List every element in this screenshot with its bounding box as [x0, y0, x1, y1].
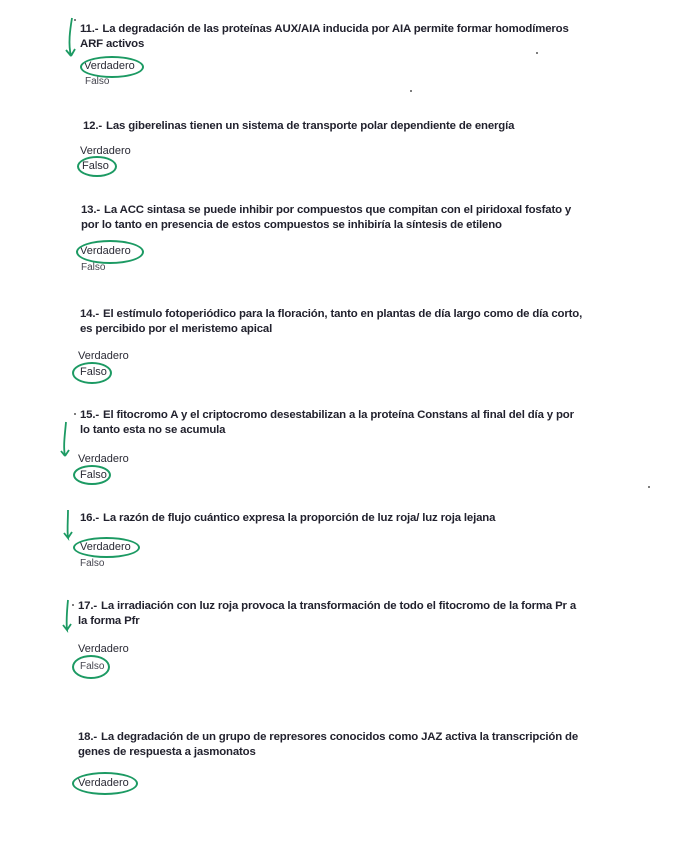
question-number: 15.- — [80, 409, 100, 421]
answer-circle — [72, 772, 138, 795]
option-false[interactable]: Falso — [80, 366, 107, 378]
question-statement: La degradación de un grupo de represores conocidos como JAZ activa la transcripción de genes de respuesta a jasmonatos — [78, 731, 579, 758]
answer-circle — [77, 156, 117, 177]
option-false[interactable]: Falso — [82, 160, 109, 172]
option-true[interactable]: Verdadero — [78, 777, 129, 789]
option-true[interactable]: Verdadero — [80, 245, 131, 257]
question-text — [80, 307, 585, 337]
option-false[interactable]: Falso — [80, 558, 105, 569]
question-statement: Las giberelinas tienen un sistema de transporte polar dependiente de energía — [106, 120, 515, 132]
question-number: 12.- — [83, 120, 103, 132]
question-statement: La razón de flujo cuántico expresa la proporción de luz roja/ luz roja lejana — [103, 512, 496, 524]
scan-speck — [410, 90, 412, 92]
question-text — [78, 599, 583, 629]
option-false[interactable]: Falso — [85, 76, 110, 87]
option-true[interactable]: Verdadero — [78, 350, 129, 362]
question-number: 18.- — [78, 731, 98, 743]
question-text — [81, 203, 586, 233]
question-statement: El estímulo fotoperiódico para la floración, tanto en plantas de día largo como de día corto, es percibido por el meristemo apical — [80, 308, 583, 335]
scan-speck — [72, 604, 74, 606]
scan-speck — [74, 413, 76, 415]
question-text — [80, 408, 585, 438]
option-false[interactable]: Falso — [81, 262, 106, 273]
option-true[interactable]: Verdadero — [84, 60, 135, 72]
option-true[interactable]: Verdadero — [78, 643, 129, 655]
question-number: 14.- — [80, 308, 100, 320]
question-statement: La irradiación con luz roja provoca la transformación de todo el fitocromo de la forma Pr a la forma Pfr — [78, 600, 577, 627]
question-text — [80, 22, 585, 52]
question-text — [83, 119, 588, 134]
answer-circle — [73, 465, 111, 485]
option-true[interactable]: Verdadero — [78, 453, 129, 465]
question-statement: La degradación de las proteínas AUX/AIA inducida por AIA permite formar homodímeros ARF activos — [80, 23, 569, 50]
answer-circle — [80, 56, 144, 78]
question-number: 17.- — [78, 600, 98, 612]
question-statement: La ACC sintasa se puede inhibir por compuestos que compitan con el piridoxal fosfato y por lo tanto en presencia de estos compuestos se inhibiría la síntesis de etileno — [81, 204, 572, 231]
answer-circle — [72, 362, 112, 384]
answer-circle — [72, 655, 110, 679]
answer-circle — [73, 537, 140, 558]
question-number: 11.- — [80, 23, 99, 35]
option-true[interactable]: Verdadero — [80, 145, 131, 157]
scan-speck — [648, 486, 650, 488]
question-statement: El fitocromo A y el criptocromo desestabilizan a la proteína Constans al final del día y por lo tanto esta no se acumula — [80, 409, 574, 436]
scan-speck — [536, 52, 538, 54]
question-number: 16.- — [80, 512, 100, 524]
answer-circle — [76, 240, 144, 264]
question-text — [78, 730, 583, 760]
option-false[interactable]: Falso — [80, 661, 105, 672]
question-number: 13.- — [81, 204, 101, 216]
question-text — [80, 511, 585, 526]
scan-speck — [74, 19, 76, 21]
option-true[interactable]: Verdadero — [80, 541, 131, 553]
option-false[interactable]: Falso — [80, 469, 107, 481]
